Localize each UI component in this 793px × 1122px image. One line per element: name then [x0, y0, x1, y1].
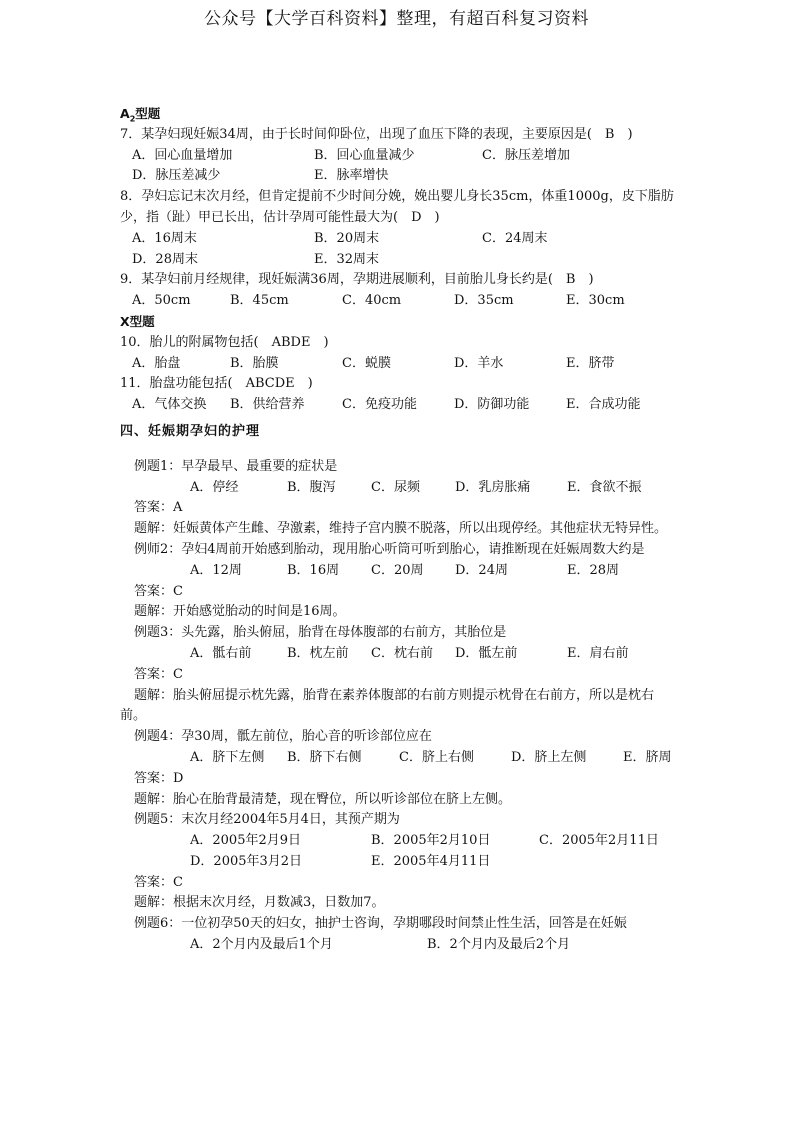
example-2-question: 例师2：孕妇4周前开始感到胎动，现用胎心听筒可听到胎心，请推断现在妊娠周数大约是 [134, 541, 645, 557]
q10-option-d[interactable]: D．羊水 [454, 355, 504, 371]
example-5-question: 例题5：末次月经2004年5月4日，其预产期为 [134, 812, 400, 828]
ex5-option-d[interactable]: D．2005年3月2日 [190, 853, 303, 869]
ex4-option-d[interactable]: D．脐上左侧 [511, 749, 587, 765]
q8-option-a[interactable]: A．16周末 [132, 230, 197, 246]
ex2-option-c[interactable]: C．20周 [371, 562, 424, 578]
question-10-options [120, 354, 680, 375]
ex4-option-e[interactable]: E．脐周 [623, 749, 672, 765]
example-4-answer: 答案：D [134, 770, 184, 786]
q10-option-c[interactable]: C．蜕膜 [342, 355, 391, 371]
ex3-option-b[interactable]: B．枕左前 [287, 645, 349, 661]
q9-option-d[interactable]: D．35cm [454, 293, 514, 309]
q8-option-d[interactable]: D．28周末 [132, 251, 198, 267]
example-3-question: 例题3：头先露，胎头俯屈，胎背在母体腹部的右前方，其胎位是 [134, 625, 507, 641]
ex1-option-c[interactable]: C．尿频 [371, 479, 420, 495]
example-1-answer: 答案：A [134, 500, 183, 516]
q9-option-e[interactable]: E．30cm [566, 293, 625, 309]
q7-option-b[interactable]: B．回心血量减少 [314, 147, 415, 163]
ex3-option-c[interactable]: C．枕右前 [371, 645, 433, 661]
example-6-question: 例题6：一位初孕50天的妇女，抽护士咨询，孕期哪段时间禁止性生活，回答是在妊娠 [134, 916, 627, 932]
example-1-explanation: 题解：妊娠黄体产生雌、孕激素，维持子宫内膜不脱落，所以出现停经。其他症状无特异性。 [134, 521, 668, 537]
example-4-options [120, 748, 680, 769]
ex4-option-b[interactable]: B．脐下右侧 [287, 749, 362, 765]
q8-option-e[interactable]: E．32周末 [314, 251, 380, 267]
q11-option-a[interactable]: A．气体交换 [132, 397, 207, 413]
example-3-answer: 答案：C [134, 666, 183, 682]
q11-option-b[interactable]: B．供给营养 [230, 397, 305, 413]
question-10: 10．胎儿的附属物包括( ABDE ) [120, 334, 329, 350]
q11-option-c[interactable]: C．免疫功能 [342, 397, 417, 413]
ex3-option-d[interactable]: D．骶左前 [455, 645, 518, 661]
page-header: 公众号【大学百科资料】整理，有超百科复习资料 [204, 9, 589, 29]
ex1-option-b[interactable]: B．腹泻 [287, 479, 336, 495]
document-body [120, 104, 680, 956]
example-4-question: 例题4：孕30周，骶左前位，胎心音的听诊部位应在 [134, 729, 432, 745]
ex5-option-c[interactable]: C．2005年2月11日 [539, 833, 659, 849]
example-2-explanation: 题解：开始感觉胎动的时间是16周。 [134, 604, 346, 620]
question-7-options-row1 [120, 146, 680, 167]
ex2-option-d[interactable]: D．24周 [455, 562, 508, 578]
question-7: 7．某孕妇现妊娠34周，由于长时间仰卧位，出现了血压下降的表现，主要原因是( B ) [120, 126, 633, 142]
example-2-answer: 答案：C [134, 583, 183, 599]
ex2-option-b[interactable]: B．16周 [287, 562, 340, 578]
ex4-option-c[interactable]: C．脐上右侧 [399, 749, 474, 765]
question-11: 11．胎盘功能包括( ABCDE ) [120, 376, 313, 392]
ex4-option-a[interactable]: A．脐下左侧 [190, 749, 265, 765]
q10-option-b[interactable]: B．胎膜 [230, 355, 279, 371]
ex6-option-b[interactable]: B．2个月内及最后2个月 [427, 937, 571, 953]
q7-option-d[interactable]: D．脉压差减少 [132, 168, 221, 184]
q7-option-c[interactable]: C．脉压差增加 [482, 147, 570, 163]
question-7-options-row2 [120, 166, 680, 187]
example-5-options-row2 [120, 852, 680, 873]
ex1-option-a[interactable]: A．停经 [190, 479, 239, 495]
question-8: 8．孕妇忘记末次月经，但肯定提前不少时间分娩，娩出婴儿身长35cm，体重1000g，皮下脂肪少，指（趾）甲已长出，估计孕周可能性最大为( D ) [120, 189, 674, 225]
example-5-options-row1 [120, 831, 680, 852]
ex6-option-a[interactable]: A．2个月内及最后1个月 [190, 937, 333, 953]
ex5-option-a[interactable]: A．2005年2月9日 [190, 833, 302, 849]
q9-option-a[interactable]: A．50cm [132, 293, 191, 309]
ex1-option-d[interactable]: D．乳房胀痛 [455, 479, 531, 495]
example-6-options [120, 935, 680, 956]
question-9-options [120, 291, 680, 312]
q8-option-c[interactable]: C．24周末 [482, 230, 548, 246]
q9-option-c[interactable]: C．40cm [342, 293, 402, 309]
section-4-title: 四、妊娠期孕妇的护理 [120, 423, 261, 439]
question-11-options [120, 395, 680, 416]
spacer [120, 443, 680, 457]
question-9: 9．某孕妇前月经规律，现妊娠满36周，孕期进展顺利，目前胎儿身长约是( B ) [120, 272, 594, 288]
q10-option-a[interactable]: A．胎盘 [132, 355, 181, 371]
ex1-option-e[interactable]: E．食欲不振 [567, 479, 642, 495]
example-3-options [120, 644, 680, 665]
ex5-option-e[interactable]: E．2005年4月11日 [371, 853, 491, 869]
ex3-option-e[interactable]: E．肩右前 [567, 645, 629, 661]
q9-option-b[interactable]: B．45cm [230, 293, 289, 309]
example-3-explanation: 题解：胎头俯屈提示枕先露，胎背在素养体腹部的右前方则提示枕骨在右前方，所以是枕右前。 [120, 687, 655, 724]
x-section-heading: X型题 [120, 313, 155, 329]
example-2-options [120, 561, 680, 582]
q8-option-b[interactable]: B．20周末 [314, 230, 380, 246]
example-5-explanation: 题解：根据末次月经，月数减3，日数加7。 [134, 895, 385, 911]
q11-option-e[interactable]: E．合成功能 [566, 397, 641, 413]
q11-option-d[interactable]: D．防御功能 [454, 397, 530, 413]
question-8-options-row1 [120, 229, 680, 250]
example-4-explanation: 题解：胎心在胎背最清楚，现在臀位，所以听诊部位在脐上左侧。 [134, 791, 512, 807]
q10-option-e[interactable]: E．脐带 [566, 355, 615, 371]
example-1-options [120, 478, 680, 499]
ex2-option-e[interactable]: E．28周 [567, 562, 620, 578]
question-8-options-row2 [120, 250, 680, 271]
q7-option-e[interactable]: E．脉率增快 [314, 168, 389, 184]
example-5-answer: 答案：C [134, 874, 183, 890]
ex5-option-b[interactable]: B．2005年2月10日 [371, 833, 491, 849]
ex2-option-a[interactable]: A．12周 [190, 562, 242, 578]
a2-section-heading: $A_2$型题 [120, 106, 161, 124]
example-1-question: 例题1：早孕最早、最重要的症状是 [134, 458, 338, 474]
q7-option-a[interactable]: A．回心血量增加 [132, 147, 233, 163]
ex3-option-a[interactable]: A．骶右前 [190, 645, 252, 661]
